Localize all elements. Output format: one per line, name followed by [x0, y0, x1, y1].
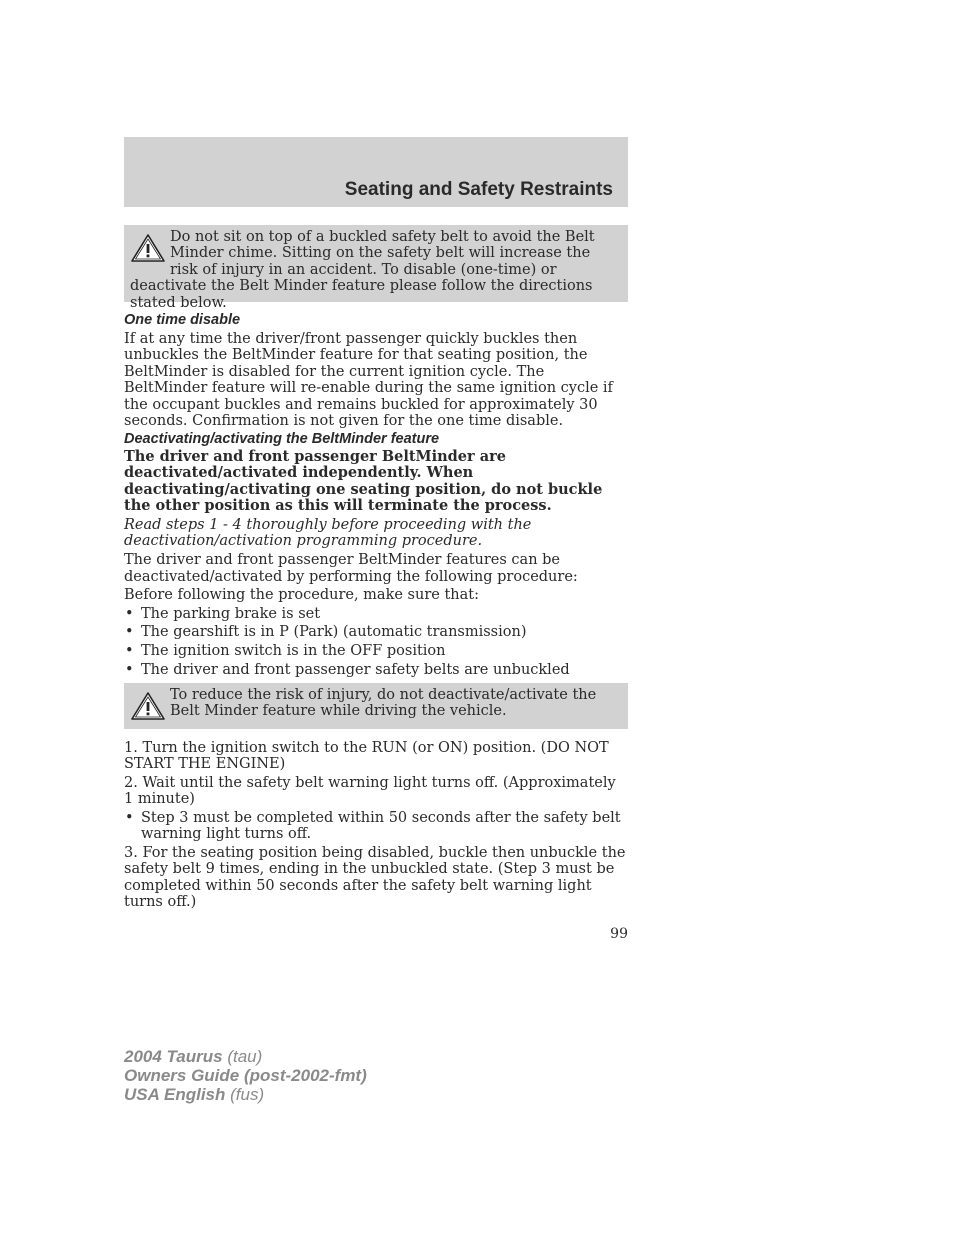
list-item: • The gearshift is in P (Park) (automatic transmission): [124, 624, 628, 640]
footer-model: 2004 Taurus: [124, 1047, 223, 1066]
one-time-disable-section: [124, 312, 628, 429]
document-footer: [124, 1047, 367, 1104]
before-procedure-line: Before following the procedure, make sure that:: [124, 587, 479, 604]
section-title: Seating and Safety Restraints: [344, 179, 613, 200]
warning-triangle-icon: [130, 233, 166, 263]
list-item: • The driver and front passenger safety belts are unbuckled: [124, 662, 628, 678]
deactivating-section: [124, 431, 628, 681]
page-number: 99: [610, 926, 628, 942]
steps-section: [124, 740, 628, 910]
warning-text: Do not sit on top of a buckled safety belt to avoid the Belt Minder chime. Sitting on the safety belt will increase the risk of injury in an accident. To disable (one-time) or deactivate the Belt Minder feature please follow the directions stated below.: [130, 229, 595, 311]
warning-box-driving: [124, 683, 628, 729]
list-item: • The ignition switch is in the OFF position: [124, 643, 628, 659]
footer-language: USA English: [124, 1085, 226, 1104]
procedure-intro-paragraph: The driver and front passenger BeltMinder features can be deactivated/activated by performing the following procedure:: [124, 552, 578, 585]
one-time-disable-heading: One time disable: [124, 312, 241, 328]
footer-model-code: (tau): [227, 1047, 263, 1066]
warning-box-belt-minder: [124, 225, 628, 311]
warning-triangle-icon: [130, 691, 166, 721]
step-2-notes: [124, 810, 628, 843]
footer-guide: Owners Guide (post-2002-fmt): [124, 1066, 367, 1085]
read-steps-note: Read steps 1 - 4 thoroughly before proceeding with the deactivation/activation programming procedure.: [124, 516, 532, 550]
footer-language-code: (fus): [230, 1085, 265, 1104]
deactivating-bold-paragraph: The driver and front passenger BeltMinder are deactivated/activated independently. When deactivating/activating one seating position, do not buckle the other position as this will terminate the process.: [124, 448, 603, 515]
one-time-disable-paragraph: If at any time the driver/front passenger quickly buckles then unbuckles the BeltMinder feature for that seating position, the BeltMinder is disabled for the current ignition cycle. The BeltMinder feature will re-enable during the same ignition cycle if the occupant buckles and remains buckled for approximately 30 seconds. Confirmation is not given for the one time disable.: [124, 331, 613, 430]
warning-text: To reduce the risk of injury, do not deactivate/activate the Belt Minder feature while driving the vehicle.: [170, 687, 597, 720]
precondition-list: [124, 606, 628, 679]
step-2: 2. Wait until the safety belt warning light turns off. (Approximately 1 minute): [124, 774, 616, 808]
deactivating-heading: Deactivating/activating the BeltMinder feature: [124, 431, 440, 447]
step-3: 3. For the seating position being disabled, buckle then unbuckle the safety belt 9 times, ending in the unbuckled state. (Step 3 must be completed within 50 seconds after the safety belt warning light turns off.): [124, 844, 626, 911]
step-1: 1. Turn the ignition switch to the RUN (or ON) position. (DO NOT START THE ENGINE): [124, 740, 609, 773]
list-item: • The parking brake is set: [124, 606, 628, 622]
section-header-band: [124, 137, 628, 207]
list-item: • Step 3 must be completed within 50 seconds after the safety belt warning light turns off.: [124, 810, 628, 843]
